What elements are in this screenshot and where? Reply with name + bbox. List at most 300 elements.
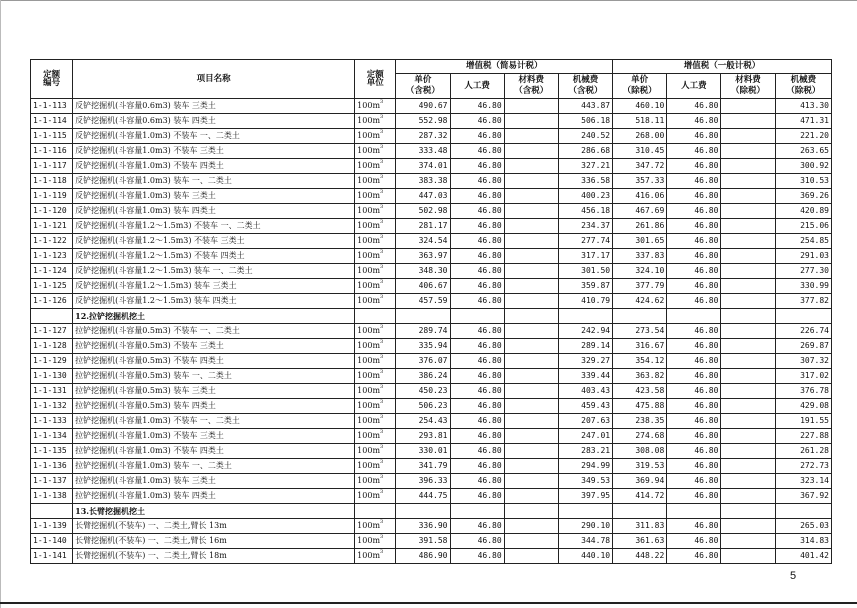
unit-superscript: 3 bbox=[380, 384, 384, 390]
labor-cost-general: 46.80 bbox=[667, 354, 721, 369]
item-name: 长臂挖掘机(不装车) 一、二类土,臂长 13m bbox=[73, 519, 355, 534]
price-excl-tax: 301.65 bbox=[613, 234, 667, 249]
header-name-text: 项目名称 bbox=[196, 73, 231, 84]
header-col-text: 机械费 （含税） bbox=[568, 75, 603, 96]
labor-cost: 46.80 bbox=[450, 369, 504, 384]
quota-unit bbox=[355, 534, 396, 549]
material-incl-tax bbox=[504, 459, 558, 474]
item-name: 拉铲挖掘机(斗容量0.5m3) 装车 一、二类土 bbox=[73, 369, 355, 384]
quota-code: 1-1-127 bbox=[31, 324, 73, 339]
machine-excl-tax: 413.30 bbox=[775, 99, 831, 114]
quota-code: 1-1-120 bbox=[31, 204, 73, 219]
header-group-simple-tax bbox=[396, 60, 613, 74]
table-row bbox=[31, 444, 832, 459]
material-incl-tax bbox=[504, 384, 558, 399]
labor-cost: 46.80 bbox=[450, 234, 504, 249]
section-empty-cell bbox=[504, 504, 558, 519]
labor-cost: 46.80 bbox=[450, 219, 504, 234]
price-excl-tax: 369.94 bbox=[613, 474, 667, 489]
unit-base: 100m bbox=[357, 401, 381, 410]
unit-superscript: 3 bbox=[380, 549, 384, 555]
price-excl-tax: 361.63 bbox=[613, 534, 667, 549]
price-excl-tax: 310.45 bbox=[613, 144, 667, 159]
price-excl-tax: 274.68 bbox=[613, 429, 667, 444]
price-excl-tax: 475.88 bbox=[613, 399, 667, 414]
labor-cost-general: 46.80 bbox=[667, 144, 721, 159]
section-empty-cell bbox=[396, 504, 450, 519]
section-empty-cell bbox=[450, 309, 504, 324]
material-excl-tax bbox=[721, 249, 775, 264]
quota-code: 1-1-133 bbox=[31, 414, 73, 429]
price-excl-tax: 363.82 bbox=[613, 369, 667, 384]
section-row bbox=[31, 504, 832, 519]
quota-code: 1-1-115 bbox=[31, 129, 73, 144]
item-name: 反铲挖掘机(斗容量1.0m3) 装车 一、二类土 bbox=[73, 174, 355, 189]
labor-cost: 46.80 bbox=[450, 99, 504, 114]
table-row bbox=[31, 489, 832, 504]
labor-cost-general: 46.80 bbox=[667, 174, 721, 189]
unit-superscript: 3 bbox=[380, 189, 384, 195]
machine-incl-tax: 290.10 bbox=[558, 519, 612, 534]
material-excl-tax bbox=[721, 399, 775, 414]
section-empty-cell bbox=[504, 309, 558, 324]
quota-code: 1-1-122 bbox=[31, 234, 73, 249]
header-code-text: 定额 编号 bbox=[43, 69, 61, 88]
labor-cost-general: 46.80 bbox=[667, 474, 721, 489]
labor-cost-general: 46.80 bbox=[667, 384, 721, 399]
machine-incl-tax: 286.68 bbox=[558, 144, 612, 159]
quota-unit bbox=[355, 189, 396, 204]
machine-excl-tax: 221.20 bbox=[775, 129, 831, 144]
header-row-group bbox=[31, 60, 832, 74]
material-excl-tax bbox=[721, 234, 775, 249]
quota-unit bbox=[355, 264, 396, 279]
price-incl-tax: 506.23 bbox=[396, 399, 450, 414]
quota-unit bbox=[355, 399, 396, 414]
unit-base: 100m bbox=[357, 521, 381, 530]
material-excl-tax bbox=[721, 204, 775, 219]
machine-incl-tax: 247.01 bbox=[558, 429, 612, 444]
item-name: 拉铲挖掘机(斗容量0.5m3) 装车 四类土 bbox=[73, 399, 355, 414]
price-incl-tax: 363.97 bbox=[396, 249, 450, 264]
quota-code: 1-1-131 bbox=[31, 384, 73, 399]
price-excl-tax: 316.67 bbox=[613, 339, 667, 354]
header-col-0 bbox=[396, 74, 450, 99]
labor-cost-general: 46.80 bbox=[667, 429, 721, 444]
material-excl-tax bbox=[721, 489, 775, 504]
item-name: 拉铲挖掘机(斗容量1.0m3) 不装车 四类土 bbox=[73, 444, 355, 459]
unit-base: 100m bbox=[357, 251, 381, 260]
table-row bbox=[31, 159, 832, 174]
header-col-5 bbox=[667, 74, 721, 99]
unit-superscript: 3 bbox=[380, 369, 384, 375]
section-empty-cell bbox=[721, 309, 775, 324]
material-excl-tax bbox=[721, 279, 775, 294]
table-row bbox=[31, 534, 832, 549]
price-excl-tax: 423.58 bbox=[613, 384, 667, 399]
price-excl-tax: 377.79 bbox=[613, 279, 667, 294]
labor-cost: 46.80 bbox=[450, 384, 504, 399]
table-row bbox=[31, 294, 832, 309]
unit-superscript: 3 bbox=[380, 264, 384, 270]
unit-base: 100m bbox=[357, 551, 381, 560]
labor-cost: 46.80 bbox=[450, 144, 504, 159]
material-excl-tax bbox=[721, 414, 775, 429]
machine-incl-tax: 403.43 bbox=[558, 384, 612, 399]
material-excl-tax bbox=[721, 189, 775, 204]
unit-superscript: 3 bbox=[380, 444, 384, 450]
section-empty-cell bbox=[613, 504, 667, 519]
table-row bbox=[31, 519, 832, 534]
labor-cost: 46.80 bbox=[450, 459, 504, 474]
price-incl-tax: 383.38 bbox=[396, 174, 450, 189]
item-name: 反铲挖掘机(斗容量0.6m3) 装车 三类土 bbox=[73, 99, 355, 114]
price-excl-tax: 467.69 bbox=[613, 204, 667, 219]
unit-superscript: 3 bbox=[380, 234, 384, 240]
price-excl-tax: 416.06 bbox=[613, 189, 667, 204]
unit-base: 100m bbox=[357, 431, 381, 440]
unit-superscript: 3 bbox=[380, 219, 384, 225]
unit-superscript: 3 bbox=[380, 324, 384, 330]
price-incl-tax: 341.79 bbox=[396, 459, 450, 474]
labor-cost-general: 46.80 bbox=[667, 519, 721, 534]
quota-code: 1-1-130 bbox=[31, 369, 73, 384]
header-col-text: 材料费 （除税） bbox=[731, 75, 766, 96]
unit-base: 100m bbox=[357, 491, 381, 500]
unit-base: 100m bbox=[357, 356, 381, 365]
machine-excl-tax: 330.99 bbox=[775, 279, 831, 294]
machine-excl-tax: 377.82 bbox=[775, 294, 831, 309]
machine-excl-tax: 376.78 bbox=[775, 384, 831, 399]
page-number: 5 bbox=[790, 570, 797, 582]
material-incl-tax bbox=[504, 204, 558, 219]
quota-code: 1-1-137 bbox=[31, 474, 73, 489]
machine-incl-tax: 329.27 bbox=[558, 354, 612, 369]
material-excl-tax bbox=[721, 459, 775, 474]
machine-excl-tax: 265.03 bbox=[775, 519, 831, 534]
table-row bbox=[31, 189, 832, 204]
section-unit-cell bbox=[355, 504, 396, 519]
machine-incl-tax: 410.79 bbox=[558, 294, 612, 309]
header-unit bbox=[355, 60, 396, 99]
header-col-text: 材料费 （含税） bbox=[514, 75, 549, 96]
header-col-7 bbox=[775, 74, 831, 99]
machine-incl-tax: 397.95 bbox=[558, 489, 612, 504]
material-excl-tax bbox=[721, 144, 775, 159]
quota-unit bbox=[355, 474, 396, 489]
quota-unit bbox=[355, 324, 396, 339]
unit-superscript: 3 bbox=[380, 489, 384, 495]
machine-excl-tax: 277.30 bbox=[775, 264, 831, 279]
price-incl-tax: 336.90 bbox=[396, 519, 450, 534]
labor-cost: 46.80 bbox=[450, 534, 504, 549]
quota-code: 1-1-118 bbox=[31, 174, 73, 189]
quota-unit bbox=[355, 369, 396, 384]
unit-superscript: 3 bbox=[380, 354, 384, 360]
unit-superscript: 3 bbox=[380, 339, 384, 345]
material-excl-tax bbox=[721, 174, 775, 189]
machine-excl-tax: 215.06 bbox=[775, 219, 831, 234]
labor-cost-general: 46.80 bbox=[667, 279, 721, 294]
material-excl-tax bbox=[721, 339, 775, 354]
item-name: 反铲挖掘机(斗容量1.0m3) 装车 四类土 bbox=[73, 204, 355, 219]
material-incl-tax bbox=[504, 444, 558, 459]
price-incl-tax: 254.43 bbox=[396, 414, 450, 429]
machine-incl-tax: 234.37 bbox=[558, 219, 612, 234]
labor-cost: 46.80 bbox=[450, 204, 504, 219]
quota-code: 1-1-136 bbox=[31, 459, 73, 474]
item-name: 拉铲挖掘机(斗容量0.5m3) 不装车 三类土 bbox=[73, 339, 355, 354]
table-row bbox=[31, 384, 832, 399]
material-incl-tax bbox=[504, 549, 558, 564]
machine-excl-tax: 367.92 bbox=[775, 489, 831, 504]
machine-excl-tax: 272.73 bbox=[775, 459, 831, 474]
unit-superscript: 3 bbox=[380, 519, 384, 525]
labor-cost: 46.80 bbox=[450, 264, 504, 279]
unit-base: 100m bbox=[357, 191, 381, 200]
quota-unit bbox=[355, 144, 396, 159]
quota-unit bbox=[355, 519, 396, 534]
table-row bbox=[31, 459, 832, 474]
unit-superscript: 3 bbox=[380, 99, 384, 105]
material-incl-tax bbox=[504, 189, 558, 204]
labor-cost: 46.80 bbox=[450, 174, 504, 189]
item-name: 反铲挖掘机(斗容量1.2～1.5m3) 装车 一、二类土 bbox=[73, 264, 355, 279]
table-row bbox=[31, 549, 832, 564]
material-incl-tax bbox=[504, 414, 558, 429]
machine-excl-tax: 369.26 bbox=[775, 189, 831, 204]
quota-unit bbox=[355, 159, 396, 174]
table-row bbox=[31, 324, 832, 339]
item-name: 拉铲挖掘机(斗容量1.0m3) 不装车 一、二类土 bbox=[73, 414, 355, 429]
header-col-4 bbox=[613, 74, 667, 99]
table-row bbox=[31, 129, 832, 144]
labor-cost-general: 46.80 bbox=[667, 234, 721, 249]
price-excl-tax: 337.83 bbox=[613, 249, 667, 264]
labor-cost: 46.80 bbox=[450, 339, 504, 354]
quota-code: 1-1-116 bbox=[31, 144, 73, 159]
material-excl-tax bbox=[721, 444, 775, 459]
machine-excl-tax: 291.03 bbox=[775, 249, 831, 264]
quota-code: 1-1-129 bbox=[31, 354, 73, 369]
material-excl-tax bbox=[721, 354, 775, 369]
price-excl-tax: 518.11 bbox=[613, 114, 667, 129]
price-incl-tax: 502.98 bbox=[396, 204, 450, 219]
price-incl-tax: 287.32 bbox=[396, 129, 450, 144]
item-name: 拉铲挖掘机(斗容量0.5m3) 不装车 四类土 bbox=[73, 354, 355, 369]
machine-incl-tax: 289.14 bbox=[558, 339, 612, 354]
material-excl-tax bbox=[721, 264, 775, 279]
machine-incl-tax: 506.18 bbox=[558, 114, 612, 129]
unit-base: 100m bbox=[357, 101, 381, 110]
unit-superscript: 3 bbox=[380, 204, 384, 210]
header-col-text: 人工费 bbox=[681, 80, 707, 91]
header-col-2 bbox=[504, 74, 558, 99]
machine-incl-tax: 317.17 bbox=[558, 249, 612, 264]
machine-excl-tax: 401.42 bbox=[775, 549, 831, 564]
machine-incl-tax: 339.44 bbox=[558, 369, 612, 384]
quota-unit bbox=[355, 114, 396, 129]
table-row bbox=[31, 174, 832, 189]
material-incl-tax bbox=[504, 339, 558, 354]
quota-table bbox=[30, 59, 832, 564]
machine-excl-tax: 269.87 bbox=[775, 339, 831, 354]
section-empty-cell bbox=[558, 504, 612, 519]
machine-incl-tax: 400.23 bbox=[558, 189, 612, 204]
unit-superscript: 3 bbox=[380, 459, 384, 465]
table-row bbox=[31, 369, 832, 384]
section-empty-cell bbox=[396, 309, 450, 324]
header-col-1 bbox=[450, 74, 504, 99]
section-empty-cell bbox=[721, 504, 775, 519]
material-incl-tax bbox=[504, 264, 558, 279]
labor-cost: 46.80 bbox=[450, 129, 504, 144]
quota-code: 1-1-125 bbox=[31, 279, 73, 294]
quota-unit bbox=[355, 234, 396, 249]
labor-cost-general: 46.80 bbox=[667, 399, 721, 414]
unit-base: 100m bbox=[357, 341, 381, 350]
machine-excl-tax: 226.74 bbox=[775, 324, 831, 339]
labor-cost: 46.80 bbox=[450, 399, 504, 414]
item-name: 拉铲挖掘机(斗容量1.0m3) 不装车 三类土 bbox=[73, 429, 355, 444]
item-name: 反铲挖掘机(斗容量1.2～1.5m3) 不装车 三类土 bbox=[73, 234, 355, 249]
header-unit-text: 定额 单位 bbox=[366, 69, 384, 88]
machine-excl-tax: 261.28 bbox=[775, 444, 831, 459]
unit-base: 100m bbox=[357, 161, 381, 170]
labor-cost-general: 46.80 bbox=[667, 489, 721, 504]
quota-code: 1-1-132 bbox=[31, 399, 73, 414]
material-excl-tax bbox=[721, 159, 775, 174]
machine-excl-tax: 300.92 bbox=[775, 159, 831, 174]
item-name: 反铲挖掘机(斗容量1.0m3) 不装车 三类土 bbox=[73, 144, 355, 159]
unit-base: 100m bbox=[357, 266, 381, 275]
price-incl-tax: 289.74 bbox=[396, 324, 450, 339]
price-incl-tax: 552.98 bbox=[396, 114, 450, 129]
unit-superscript: 3 bbox=[380, 114, 384, 120]
table-row bbox=[31, 249, 832, 264]
section-row bbox=[31, 309, 832, 324]
labor-cost-general: 46.80 bbox=[667, 324, 721, 339]
item-name: 拉铲挖掘机(斗容量1.0m3) 装车 一、二类土 bbox=[73, 459, 355, 474]
quota-unit bbox=[355, 489, 396, 504]
table-row bbox=[31, 204, 832, 219]
material-incl-tax bbox=[504, 474, 558, 489]
unit-base: 100m bbox=[357, 176, 381, 185]
quota-unit bbox=[355, 549, 396, 564]
machine-excl-tax: 429.08 bbox=[775, 399, 831, 414]
material-excl-tax bbox=[721, 549, 775, 564]
item-name: 反铲挖掘机(斗容量1.2～1.5m3) 不装车 一、二类土 bbox=[73, 219, 355, 234]
quota-code: 1-1-121 bbox=[31, 219, 73, 234]
labor-cost: 46.80 bbox=[450, 189, 504, 204]
material-incl-tax bbox=[504, 234, 558, 249]
labor-cost-general: 46.80 bbox=[667, 99, 721, 114]
item-name: 反铲挖掘机(斗容量1.0m3) 不装车 一、二类土 bbox=[73, 129, 355, 144]
price-excl-tax: 424.62 bbox=[613, 294, 667, 309]
material-excl-tax bbox=[721, 384, 775, 399]
table-row bbox=[31, 234, 832, 249]
unit-base: 100m bbox=[357, 236, 381, 245]
header-col-text: 机械费 （除税） bbox=[786, 75, 821, 96]
section-empty-cell bbox=[667, 309, 721, 324]
section-unit-cell bbox=[355, 309, 396, 324]
price-excl-tax: 311.83 bbox=[613, 519, 667, 534]
price-excl-tax: 347.72 bbox=[613, 159, 667, 174]
material-excl-tax bbox=[721, 429, 775, 444]
machine-excl-tax: 227.88 bbox=[775, 429, 831, 444]
labor-cost-general: 46.80 bbox=[667, 204, 721, 219]
price-excl-tax: 261.86 bbox=[613, 219, 667, 234]
material-incl-tax bbox=[504, 114, 558, 129]
material-incl-tax bbox=[504, 99, 558, 114]
header-name bbox=[73, 60, 355, 99]
machine-incl-tax: 344.78 bbox=[558, 534, 612, 549]
material-incl-tax bbox=[504, 249, 558, 264]
labor-cost-general: 46.80 bbox=[667, 114, 721, 129]
quota-unit bbox=[355, 174, 396, 189]
price-excl-tax: 448.22 bbox=[613, 549, 667, 564]
machine-incl-tax: 459.43 bbox=[558, 399, 612, 414]
labor-cost: 46.80 bbox=[450, 489, 504, 504]
unit-base: 100m bbox=[357, 131, 381, 140]
machine-incl-tax: 283.21 bbox=[558, 444, 612, 459]
unit-base: 100m bbox=[357, 461, 381, 470]
quota-code: 1-1-113 bbox=[31, 99, 73, 114]
quota-unit bbox=[355, 429, 396, 444]
labor-cost: 46.80 bbox=[450, 159, 504, 174]
table-row bbox=[31, 429, 832, 444]
section-empty-cell bbox=[667, 504, 721, 519]
quota-code: 1-1-114 bbox=[31, 114, 73, 129]
quota-unit bbox=[355, 219, 396, 234]
labor-cost: 46.80 bbox=[450, 429, 504, 444]
table-row bbox=[31, 279, 832, 294]
material-incl-tax bbox=[504, 159, 558, 174]
material-excl-tax bbox=[721, 129, 775, 144]
price-excl-tax: 357.33 bbox=[613, 174, 667, 189]
item-name: 反铲挖掘机(斗容量1.0m3) 不装车 四类土 bbox=[73, 159, 355, 174]
price-incl-tax: 335.94 bbox=[396, 339, 450, 354]
unit-base: 100m bbox=[357, 326, 381, 335]
unit-superscript: 3 bbox=[380, 534, 384, 540]
machine-incl-tax: 327.21 bbox=[558, 159, 612, 174]
unit-superscript: 3 bbox=[380, 429, 384, 435]
material-excl-tax bbox=[721, 114, 775, 129]
machine-incl-tax: 294.99 bbox=[558, 459, 612, 474]
quota-unit bbox=[355, 99, 396, 114]
item-name: 拉铲挖掘机(斗容量1.0m3) 装车 四类土 bbox=[73, 489, 355, 504]
price-incl-tax: 391.58 bbox=[396, 534, 450, 549]
material-incl-tax bbox=[504, 174, 558, 189]
item-name: 拉铲挖掘机(斗容量0.5m3) 装车 三类土 bbox=[73, 384, 355, 399]
labor-cost-general: 46.80 bbox=[667, 369, 721, 384]
price-excl-tax: 324.10 bbox=[613, 264, 667, 279]
quota-unit bbox=[355, 129, 396, 144]
unit-base: 100m bbox=[357, 446, 381, 455]
page-top-rule bbox=[0, 0, 857, 1]
machine-incl-tax: 440.10 bbox=[558, 549, 612, 564]
quota-unit bbox=[355, 279, 396, 294]
quota-code: 1-1-135 bbox=[31, 444, 73, 459]
price-excl-tax: 460.10 bbox=[613, 99, 667, 114]
quota-unit bbox=[355, 294, 396, 309]
unit-base: 100m bbox=[357, 296, 381, 305]
material-incl-tax bbox=[504, 399, 558, 414]
table-row bbox=[31, 99, 832, 114]
price-excl-tax: 268.00 bbox=[613, 129, 667, 144]
labor-cost-general: 46.80 bbox=[667, 534, 721, 549]
price-incl-tax: 330.01 bbox=[396, 444, 450, 459]
